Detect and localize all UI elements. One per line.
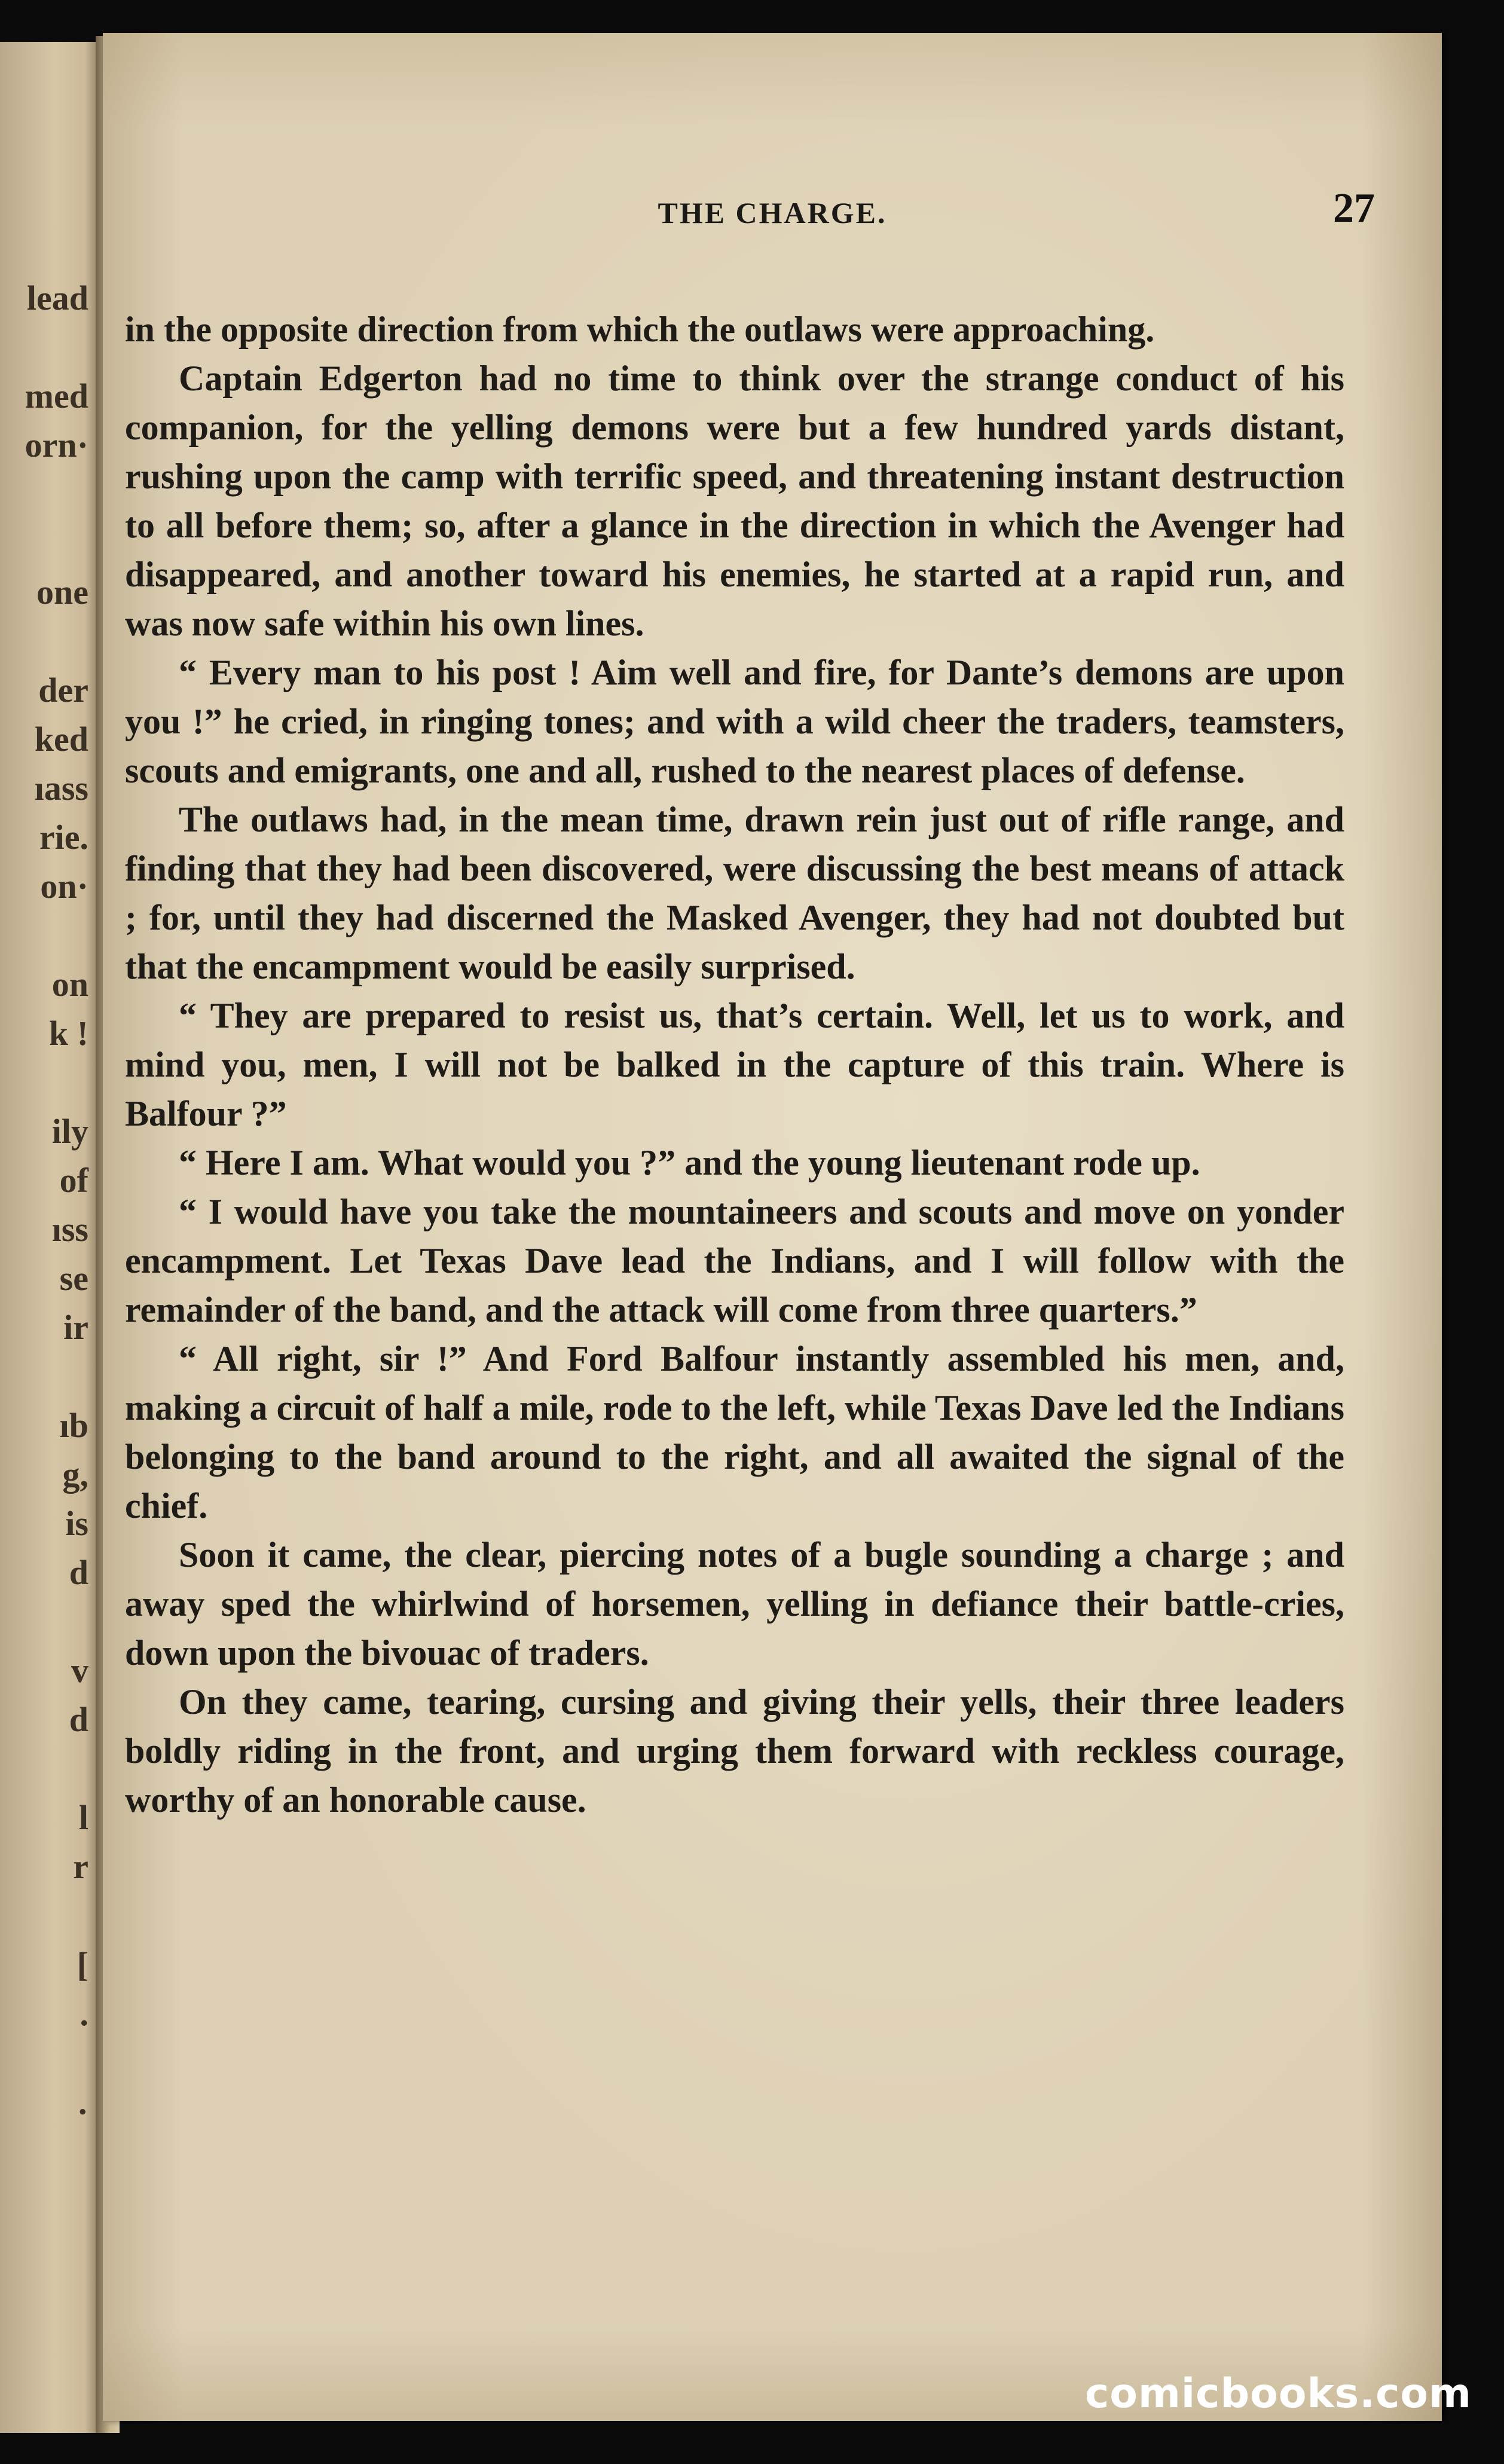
page-header <box>103 182 1442 236</box>
facing-page-fragment: is <box>65 1504 88 1543</box>
facing-page-fragment: ir <box>63 1308 88 1347</box>
facing-page-fragment: se <box>59 1259 88 1298</box>
facing-page-fragment: on· <box>40 867 88 906</box>
site-watermark: comicbooks.com <box>1084 2370 1472 2417</box>
paragraph: “ Here I am. What would you ?” and the young lieutenant rode up. <box>179 1143 1200 1182</box>
facing-page-fragment: g, <box>62 1455 88 1494</box>
facing-page-fragment: ıass <box>34 769 88 808</box>
facing-page-fragment: · <box>77 2092 88 2131</box>
facing-page-fragment: k ! <box>48 1014 88 1053</box>
paragraph: “ All right, sir !” And Ford Balfour instantly assembled his men, and, making a circuit of half a mile, rode to the left, while Texas Dave led the Indians belonging to the band around to the right, and all awaited the signal of the chief. <box>125 1339 1344 1526</box>
facing-page-fragment: . <box>80 1994 88 2033</box>
facing-page-fragment: [ <box>77 1945 88 1984</box>
facing-page-fragment: of <box>59 1161 88 1200</box>
facing-page-fragment: r <box>73 1847 88 1886</box>
paragraph: On they came, tearing, cursing and giving their yells, their three leaders boldly riding in the front, and urging them forward with reckless courage, worthy of an honorable cause. <box>125 1682 1344 1820</box>
facing-page-fragment: l <box>78 1798 88 1837</box>
body-text <box>125 305 1344 1824</box>
paragraph: “ I would have you take the mountaineers and scouts and move on yonder encampment. Let Texas Dave lead the Indians, and I will follow with the remainder of the band, and the attack will come from three quarters.” <box>125 1192 1344 1329</box>
running-head: THE CHARGE. <box>658 196 887 230</box>
facing-page-fragment: der <box>38 671 88 710</box>
facing-page-fragment: ked <box>34 720 88 759</box>
paragraph: “ They are prepared to resist us, that’s certain. Well, let us to work, and mind you, men, I will not be balked in the capture of this train. Where is Balfour ?” <box>125 996 1344 1133</box>
facing-page-fragment: v <box>71 1651 88 1690</box>
facing-page-fragment: d <box>69 1700 88 1739</box>
book-page <box>103 33 1442 2421</box>
paragraph: in the opposite direction from which the outlaws were approaching. <box>125 310 1155 349</box>
facing-page-fragment: med <box>25 377 88 415</box>
paragraph: Captain Edgerton had no time to think over the strange conduct of his companion, for the yelling demons were but a few hundred yards distant, rushing upon the camp with terrific speed, and threatening instant destruction to all before them; so, after a glance in the direction in which the Avenger had disappeared, and another toward his enemies, he started at a rapid run, and was now safe within his own lines. <box>125 359 1344 643</box>
facing-page-fragment: rie. <box>39 818 88 857</box>
paragraph: “ Every man to his post ! Aim well and fire, for Dante’s demons are upon you !” he cried, in ringing tones; and with a wild cheer the traders, teamsters, scouts and emigrants, one and all, rushed to the nearest places of defense. <box>125 653 1344 790</box>
facing-page-edge <box>0 42 100 2433</box>
facing-page-fragment: ıss <box>51 1210 88 1249</box>
facing-page-fragment: ily <box>51 1112 88 1151</box>
facing-page-fragment: d <box>69 1553 88 1592</box>
facing-page-fragment: lead <box>26 279 88 317</box>
facing-page-fragment: on <box>51 965 88 1004</box>
facing-page-fragment: orn· <box>25 426 88 464</box>
facing-page-fragment: ıb <box>59 1406 88 1445</box>
facing-page-fragment: one <box>36 573 88 612</box>
page-number: 27 <box>1333 185 1375 231</box>
paragraph: The outlaws had, in the mean time, drawn rein just out of rifle range, and finding that they had been discovered, were discussing the best means of attack ; for, until they had discerned the Masked Avenger, they had not doubted but that the encampment would be easily surprised. <box>125 800 1344 986</box>
paragraph: Soon it came, the clear, piercing notes of a bugle sounding a charge ; and away sped the whirlwind of horsemen, yelling in defiance their battle-cries, down upon the bivouac of traders. <box>125 1535 1344 1673</box>
